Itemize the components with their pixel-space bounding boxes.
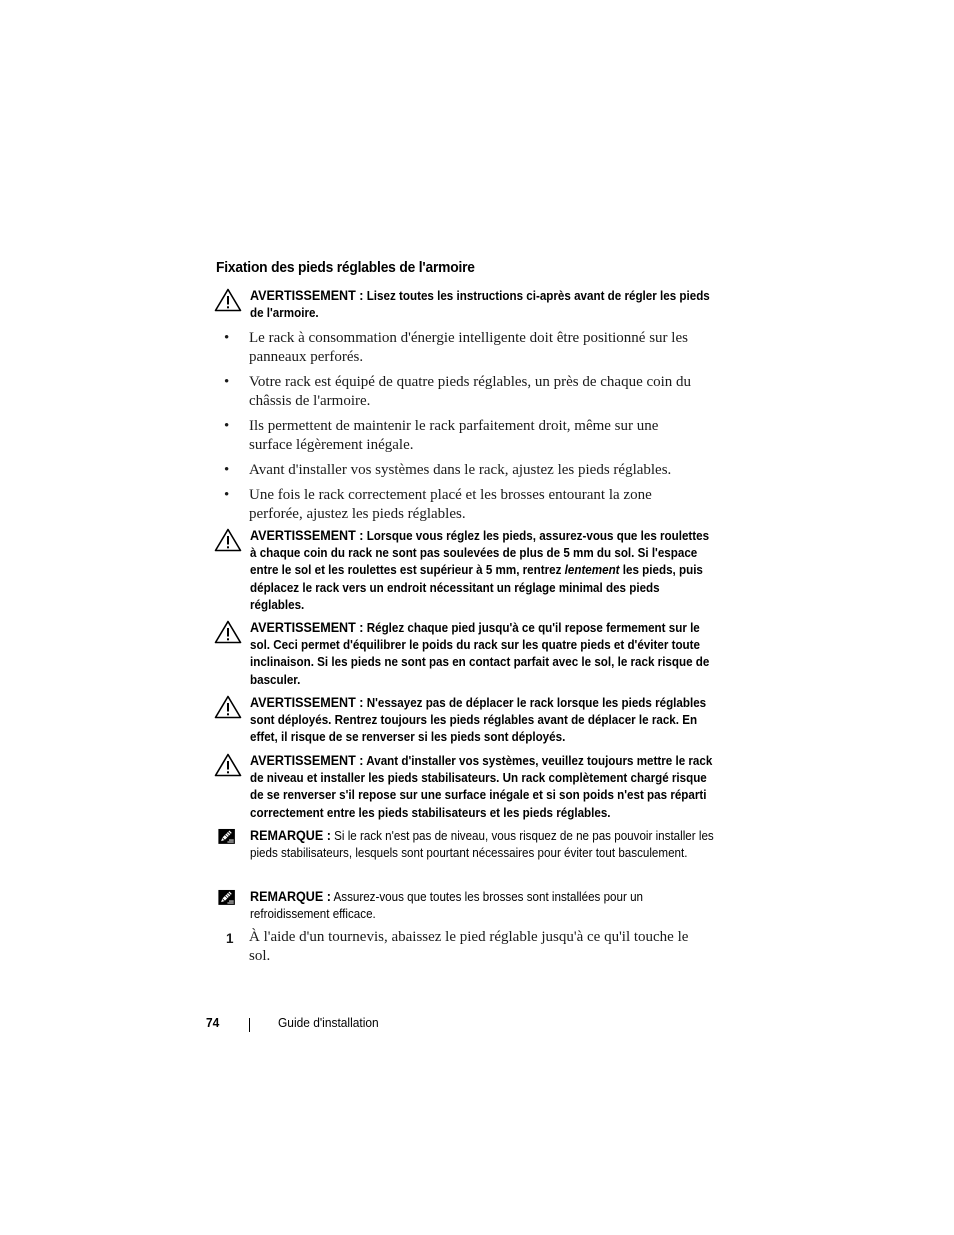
- warning-label: AVERTISSEMENT :: [250, 753, 364, 768]
- pencil-note-icon: [218, 889, 240, 909]
- warning-text: N'essayez pas de déplacer le rack lorsque les pieds réglables sont déployés. Rentrez toujours les pieds réglables avant de déplacer le rack. En effet, il risque de se renverser si les pieds sont déployés.: [250, 696, 707, 745]
- list-item-text: Le rack à consommation d'énergie intelligente doit être positionné sur les panneaux perforés.: [249, 330, 688, 365]
- bullet-marker: •: [224, 462, 230, 478]
- warning-emphasis: lentement: [564, 563, 620, 578]
- warning-text: Lorsque vous réglez les pieds, assurez-vous que les roulettes à chaque coin du rack ne sont pas soulevées de plus de 5 mm du sol. Si l'espace entre le sol et les roulettes est supérieur à 5 mm, rentrez: [250, 529, 710, 578]
- warning-text: les pieds, puis déplacez le rack vers un endroit nécessitant un réglage minimal des pieds réglables.: [250, 563, 703, 612]
- note-label: REMARQUE :: [250, 889, 331, 904]
- list-item-text: Votre rack est équipé de quatre pieds réglables, un près de chaque coin du châssis de l'armoire.: [249, 374, 692, 409]
- list-item-text: Ils permettent de maintenir le rack parfaitement droit, même sur une surface légèrement inégale.: [249, 418, 659, 453]
- section-heading: Fixation des pieds réglables de l'armoire: [216, 259, 475, 276]
- warning-triangle-icon: [214, 753, 242, 777]
- warning-label: AVERTISSEMENT :: [250, 288, 364, 303]
- footer-title: Guide d'installation: [278, 1015, 379, 1030]
- warning-label: AVERTISSEMENT :: [250, 528, 364, 543]
- warning-triangle-icon: [214, 695, 242, 719]
- warning-text: Avant d'installer vos systèmes, veuillez toujours mettre le rack de niveau et installer les pieds stabilisateurs. Un rack complètement chargé risque de se renverser s'il repose sur une surface inégale et si son poids n'est pas réparti correctement entre les pieds stabilisateurs et les pieds réglables.: [250, 754, 713, 820]
- bullet-marker: •: [224, 487, 230, 503]
- page-number: 74: [206, 1015, 220, 1030]
- bullet-marker: •: [224, 374, 230, 390]
- note-label: REMARQUE :: [250, 828, 331, 843]
- step-text: À l'aide d'un tournevis, abaissez le pied réglable jusqu'à ce qu'il touche le sol.: [249, 929, 689, 964]
- note-text: Si le rack n'est pas de niveau, vous risquez de ne pas pouvoir installer les pieds stabilisateurs, lesquels sont pourtant nécessaires pour éviter tout basculement.: [250, 829, 714, 861]
- warning-triangle-icon: [214, 288, 242, 312]
- warning-label: AVERTISSEMENT :: [250, 620, 364, 635]
- footer-divider: [249, 1018, 250, 1032]
- warning-triangle-icon: [214, 528, 242, 552]
- list-item-text: Une fois le rack correctement placé et les brosses entourant la zone perforée, ajustez les pieds réglables.: [249, 487, 652, 522]
- note-text: Assurez-vous que toutes les brosses sont installées pour un refroidissement efficace.: [250, 890, 644, 922]
- bullet-marker: •: [224, 330, 230, 346]
- warning-triangle-icon: [214, 620, 242, 644]
- pencil-note-icon: [218, 828, 240, 848]
- list-item-text: Avant d'installer vos systèmes dans le rack, ajustez les pieds réglables.: [249, 462, 672, 478]
- bullet-marker: •: [224, 418, 230, 434]
- warning-label: AVERTISSEMENT :: [250, 695, 364, 710]
- warning-text: Lisez toutes les instructions ci-après avant de régler les pieds de l'armoire.: [250, 289, 710, 321]
- warning-text: Réglez chaque pied jusqu'à ce qu'il repose fermement sur le sol. Ceci permet d'équilibrer le poids du rack sur les quatre pieds et d'éviter toute inclinaison. Si les pieds ne sont pas en contact parfait avec le sol, le rack risque de basculer.: [250, 621, 710, 687]
- step-number: 1: [226, 931, 234, 946]
